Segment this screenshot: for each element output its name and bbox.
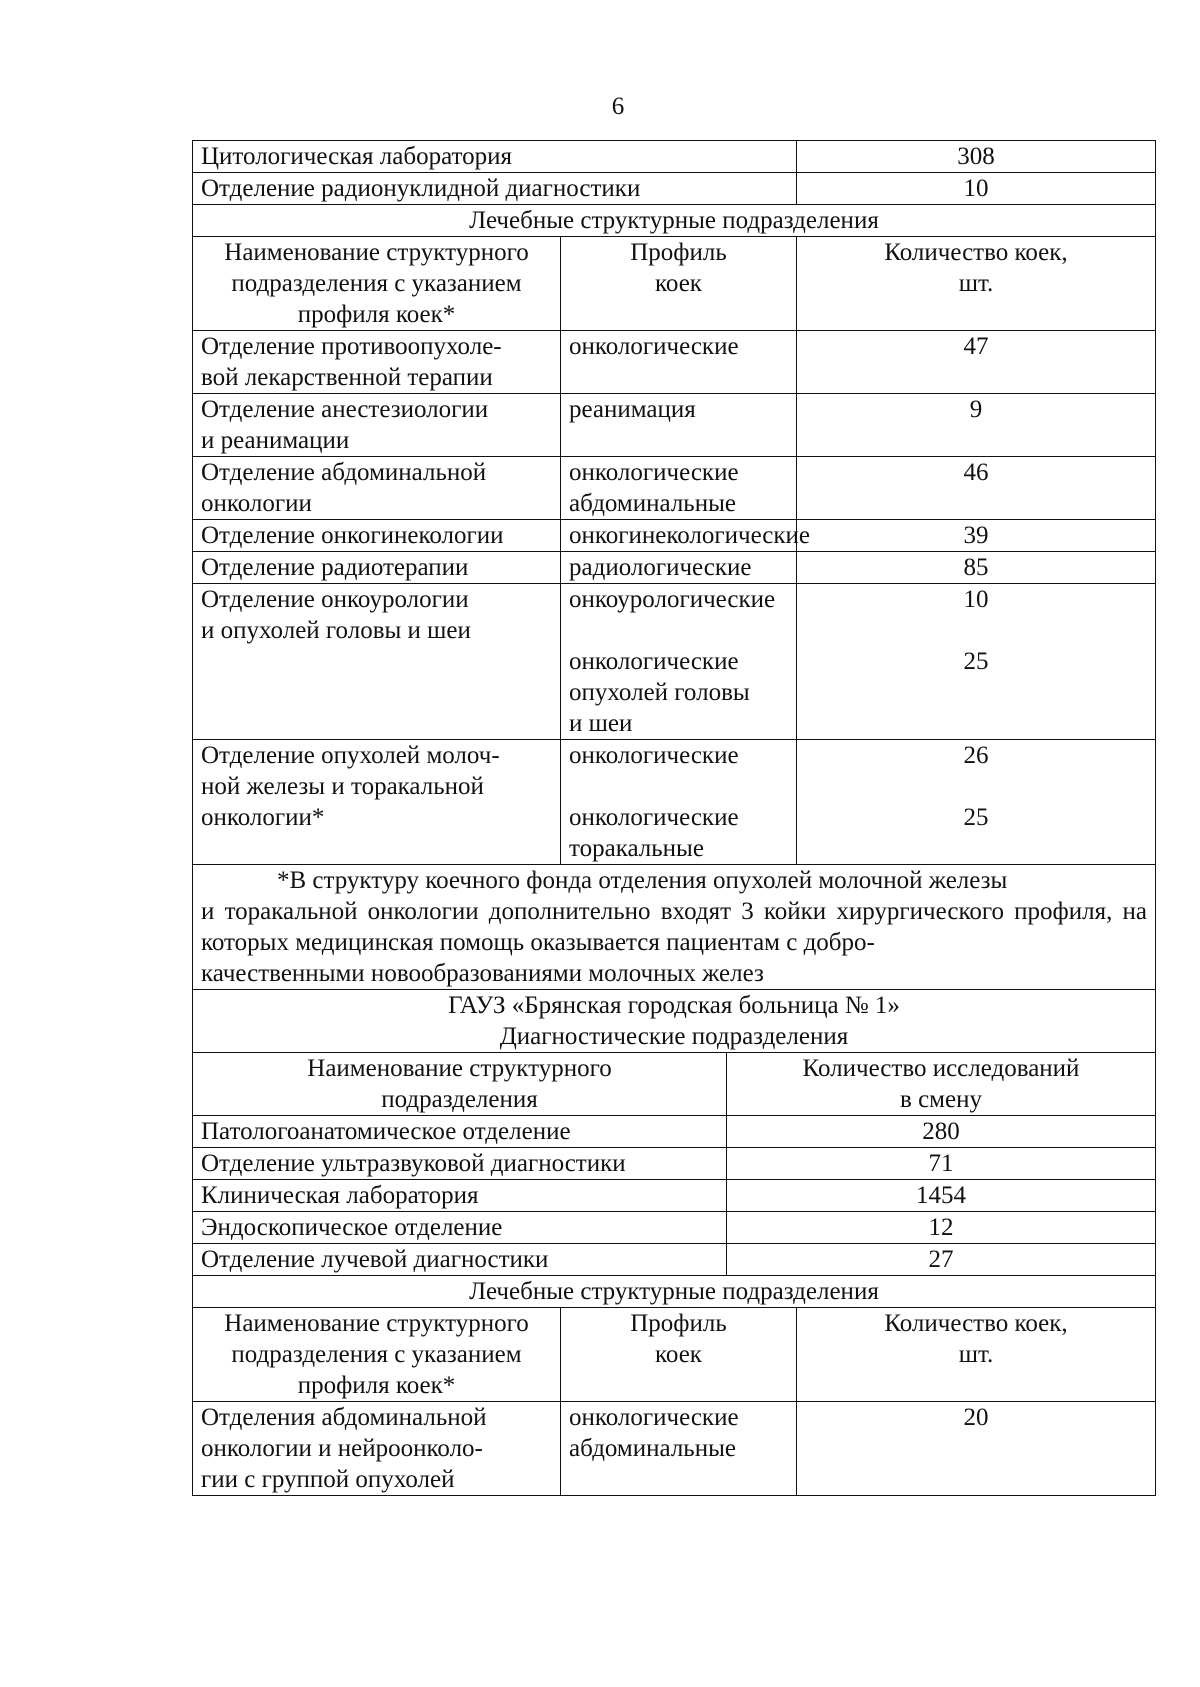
bed-count: 26 25	[797, 740, 1156, 865]
row-label: Отделение радионуклидной диагностики	[193, 173, 797, 205]
bed-profile: онкологические	[561, 331, 797, 394]
dept-name: Отделение онкоурологии и опухолей головы и шеи	[193, 584, 561, 740]
row-label: Эндоскопическое отделение	[193, 1212, 727, 1244]
table-row	[193, 457, 1156, 520]
bed-count: 85	[797, 552, 1156, 584]
header-profile: Профиль коек	[561, 1308, 797, 1402]
bed-count: 9	[797, 394, 1156, 457]
table-row	[193, 141, 1156, 173]
bed-profile: онкоурологические онкологические опухолей головы и шеи	[561, 584, 797, 740]
column-headers	[193, 237, 1156, 331]
bed-profile: онкологические абдоминальные	[561, 1402, 797, 1496]
section-title: Лечебные структурные подразделения	[193, 1276, 1156, 1308]
hospital-title: ГАУЗ «Брянская городская больница № 1»	[448, 992, 900, 1019]
bed-profile: онкологические онкологические торакальные	[561, 740, 797, 865]
bed-profile: реанимация	[561, 394, 797, 457]
header-name: Наименование структурного подразделения	[193, 1053, 727, 1116]
table-row	[193, 173, 1156, 205]
table-row	[193, 740, 1156, 865]
table-row	[193, 520, 1156, 552]
row-value: 12	[727, 1212, 1156, 1244]
bed-profile: радиологические	[561, 552, 797, 584]
row-value: 1454	[727, 1180, 1156, 1212]
bed-count: 20	[797, 1402, 1156, 1496]
hospital-header	[193, 990, 1156, 1053]
table-row	[193, 552, 1156, 584]
diagnostic-title: Диагностические подразделения	[499, 1023, 849, 1050]
row-value: 71	[727, 1148, 1156, 1180]
bed-count: 46	[797, 457, 1156, 520]
header-count: Количество исследований в смену	[727, 1053, 1156, 1116]
dept-name: Отделение радиотерапии	[193, 552, 561, 584]
dept-name: Отделение анестезиологии и реанимации	[193, 394, 561, 457]
bed-profile: онкогинекологические	[561, 520, 797, 552]
footnote-row	[193, 865, 1156, 990]
table-row	[193, 331, 1156, 394]
table-row	[193, 1116, 1156, 1148]
header-count: Количество коек, шт.	[797, 237, 1156, 331]
bed-count: 10 25	[797, 584, 1156, 740]
page-number: 6	[611, 93, 625, 120]
dept-name: Отделение противоопухоле- вой лекарственной терапии	[193, 331, 561, 394]
column-headers	[193, 1053, 1156, 1116]
bed-count: 47	[797, 331, 1156, 394]
row-label: Отделение ультразвуковой диагностики	[193, 1148, 727, 1180]
bed-count: 39	[797, 520, 1156, 552]
table-row	[193, 584, 1156, 740]
footnote: *В структуру коечного фонда отделения опухолей молочной железы и торакальной онкологии дополнительно входят 3 койки хирургического профиля, на которых медицинская помощь оказывается пациентам с добро- качественными новообразованиями молочных желез	[193, 865, 1156, 990]
row-value: 27	[727, 1244, 1156, 1276]
table-row	[193, 1244, 1156, 1276]
row-label: Отделение лучевой диагностики	[193, 1244, 727, 1276]
table-row	[193, 1212, 1156, 1244]
table-row	[193, 1148, 1156, 1180]
table-row	[193, 394, 1156, 457]
row-value: 10	[797, 173, 1156, 205]
dept-name: Отделение абдоминальной онкологии	[193, 457, 561, 520]
column-headers	[193, 1308, 1156, 1402]
header-profile: Профиль коек	[561, 237, 797, 331]
section-title: Лечебные структурные подразделения	[193, 205, 1156, 237]
row-value: 280	[727, 1116, 1156, 1148]
row-value: 308	[797, 141, 1156, 173]
row-label: Цитологическая лаборатория	[193, 141, 797, 173]
table-upper	[192, 140, 1156, 1496]
dept-name: Отделение онкогинекологии	[193, 520, 561, 552]
dept-name: Отделение опухолей молоч- ной железы и торакальной онкологии*	[193, 740, 561, 865]
row-label: Патологоанатомическое отделение	[193, 1116, 727, 1148]
table-row	[193, 1402, 1156, 1496]
header-count: Количество коек, шт.	[797, 1308, 1156, 1402]
header-name: Наименование структурного подразделения с указанием профиля коек*	[193, 1308, 561, 1402]
dept-name: Отделения абдоминальной онкологии и нейроонколо- гии с группой опухолей	[193, 1402, 561, 1496]
header-name: Наименование структурного подразделения с указанием профиля коек*	[193, 237, 561, 331]
row-label: Клиническая лаборатория	[193, 1180, 727, 1212]
table-row	[193, 1180, 1156, 1212]
bed-profile: онкологические абдоминальные	[561, 457, 797, 520]
